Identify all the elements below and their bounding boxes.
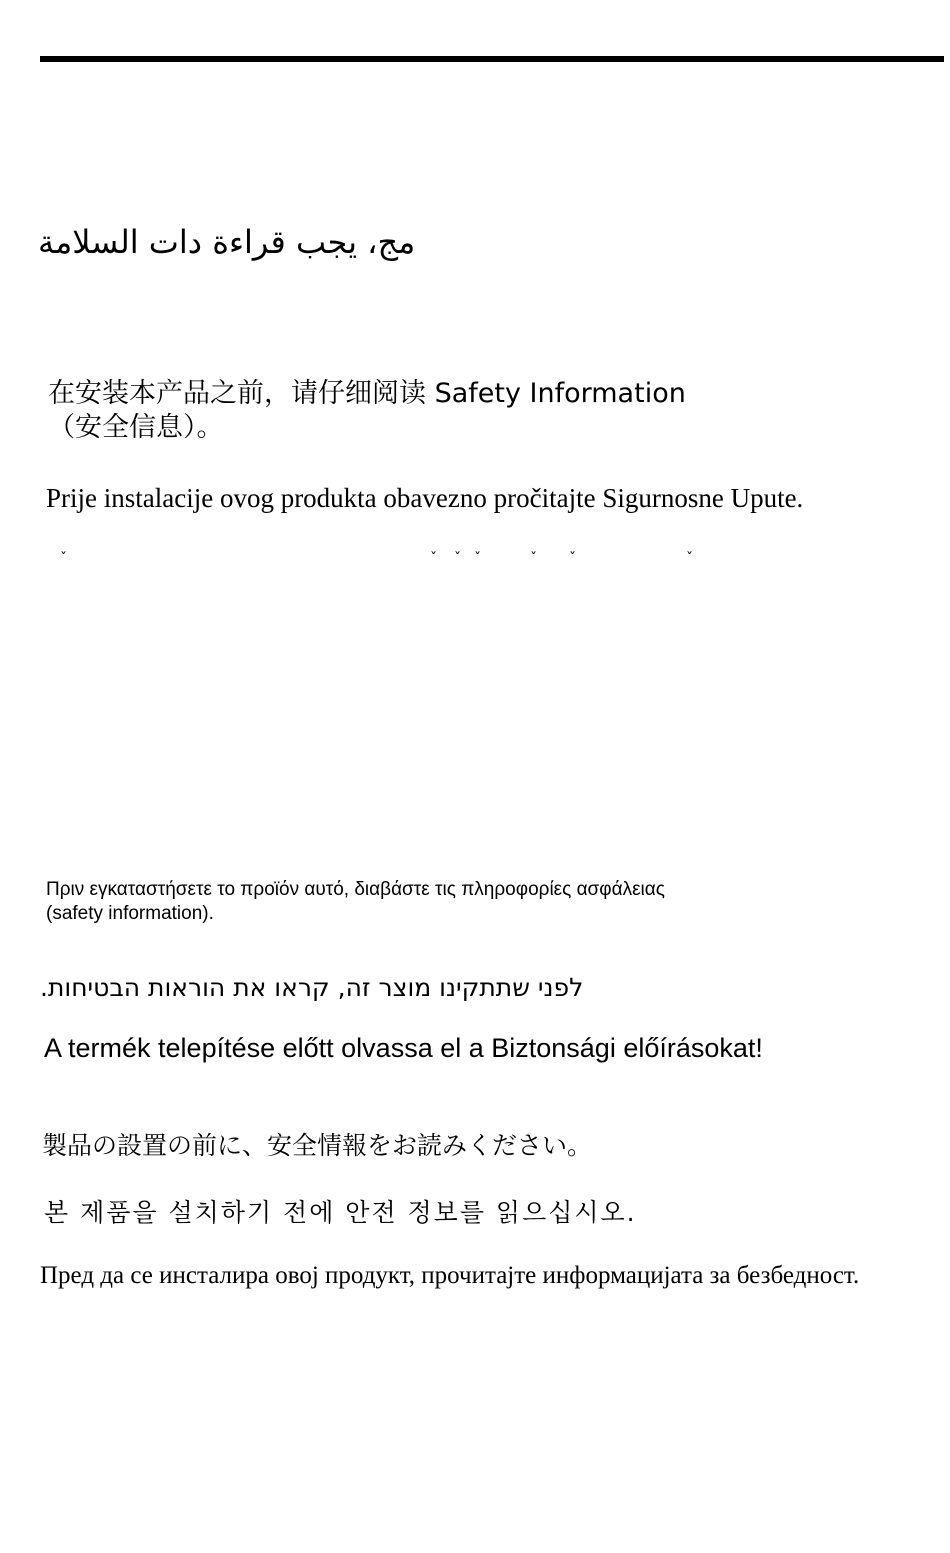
- macedonian-safety-notice: Пред да се инсталира овој продукт, прочитајте информацијата за безбедност.: [40, 1262, 860, 1289]
- caron-mark: ˇ: [569, 551, 576, 567]
- japanese-safety-notice: 製品の設置の前に、安全情報をお読みください。: [42, 1131, 593, 1160]
- caron-mark: ˇ: [686, 551, 693, 567]
- chinese-safety-notice-line-2: （安全信息）。: [48, 412, 224, 443]
- korean-safety-notice: 본 제품을 설치하기 전에 안전 정보를 읽으십시오.: [44, 1198, 637, 1227]
- stray-caron-marks: [60, 552, 720, 566]
- top-horizontal-rule: [40, 56, 944, 62]
- chinese-safety-notice-line-1: 在安装本产品之前，请仔细阅读 Safety Information: [48, 378, 686, 409]
- croatian-safety-notice: Prije instalacije ovog produkta obavezno pročitajte Sigurnosne Upute.: [46, 483, 804, 513]
- greek-safety-notice-line-1: Πριν εγκαταστήσετε το προϊόν αυτό, διαβάστε τις πληροφορίες ασφάλειας: [46, 879, 665, 900]
- caron-mark: ˇ: [474, 551, 481, 567]
- hungarian-safety-notice: A termék telepítése előtt olvassa el a Biztonsági előírásokat!: [44, 1033, 763, 1063]
- caron-mark: ˇ: [530, 551, 537, 567]
- hebrew-safety-notice: לפני שתתקינו מוצר זה, קראו את הוראות הבטיחות.: [40, 973, 584, 1002]
- caron-mark: ˇ: [60, 551, 67, 567]
- caron-mark: ˇ: [430, 551, 437, 567]
- greek-safety-notice-line-2: (safety information).: [46, 903, 214, 924]
- caron-mark: ˇ: [454, 551, 461, 567]
- arabic-safety-notice: مج، يجب قراءة دات السلامة: [38, 223, 416, 261]
